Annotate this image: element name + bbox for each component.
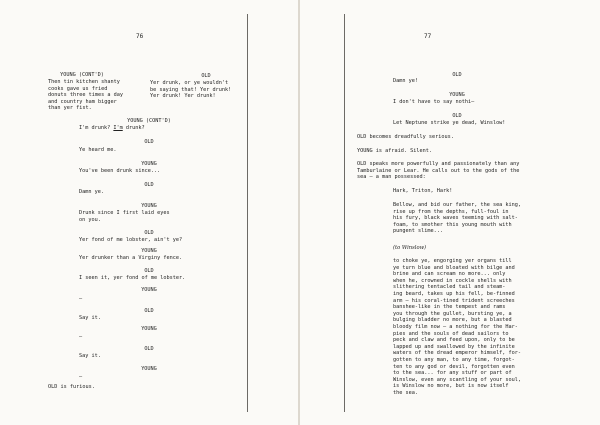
- dialogue: I'm drunk? I'm drunk?: [79, 125, 145, 131]
- dialogue: Say it.: [79, 315, 101, 321]
- dialogue: Yer drunker than a Virginy fence.: [79, 255, 183, 261]
- character-cue: OLD: [144, 230, 154, 236]
- action-line: OLD becomes dreadfully serious.: [357, 134, 454, 140]
- left-page: [0, 0, 299, 425]
- dialogue: –: [79, 296, 83, 302]
- character-cue: OLD: [144, 268, 154, 274]
- page-number: 77: [424, 33, 432, 40]
- emphasis: I'm: [113, 125, 123, 131]
- dialogue: Ye heard me.: [79, 147, 117, 153]
- character-cue: OLD: [201, 73, 211, 79]
- character-cue: YOUNG (CONT'D): [127, 118, 171, 124]
- action-line: OLD speaks more powerfully and passionately than any Tamburlaine or Lear. He calls out to the gods of the sea – a man possessed:: [357, 161, 520, 181]
- dialogue: Damn ye.: [79, 189, 104, 195]
- dialogue: Let Neptune strike ye dead, Winslow!: [393, 120, 506, 126]
- dialogue: You've been drunk since...: [79, 168, 161, 174]
- speech: Bellow, and bid our father, the sea king, rise up from the depths, full-foul in his fury, black waves teeming with salt- foam, to smother this young mouth with pungent slime...: [393, 202, 522, 235]
- speech: to choke ye, engorging yer organs till ye turn blue and bloated with bilge and brine and can scream no more... only when he, crowned in cockle shells with slithering tentacled tail and steam- ing beard, takes up his fell, be-finned arm – his coral-tined trident screeches banshee-like in the tempest and rams you through the gullet, bursting ye, a bulging bladder no more, but a blasted bloody film now – a nothing for the Har- pies and the souls of dead sailors to peck and claw and feed upon, only to be lapped up and swallowed by the infinite waters of the dread emperor himself, for- gotten to any man, to any time, forgot- ten to any god or devil, forgotten even to the sea... for any stuff or part of Winslow, even any scantling of your soul, is Winslow no more, but is now itself the sea.: [393, 258, 522, 396]
- character-cue: YOUNG: [449, 92, 465, 98]
- character-cue: OLD: [452, 113, 462, 119]
- character-cue: YOUNG: [141, 326, 157, 332]
- action-line: OLD is furious.: [48, 384, 95, 390]
- margin-rule: [344, 14, 345, 412]
- character-cue: OLD: [144, 139, 154, 145]
- dialogue: I don't have to say nothi–: [393, 99, 475, 105]
- character-cue: YOUNG: [141, 161, 157, 167]
- dialogue: Say it.: [79, 353, 101, 359]
- speech: Hark, Triton, Hark!: [393, 188, 453, 194]
- character-cue: YOUNG (CONT'D): [60, 72, 104, 78]
- character-cue: YOUNG: [141, 366, 157, 372]
- action-line: YOUNG is afraid. Silent.: [357, 148, 432, 154]
- page-number: 76: [136, 33, 144, 40]
- character-cue: OLD: [144, 308, 154, 314]
- dialogue: –: [79, 374, 83, 380]
- character-cue: YOUNG: [141, 203, 157, 209]
- right-page: [300, 0, 600, 425]
- character-cue: YOUNG: [141, 287, 157, 293]
- character-cue: OLD: [452, 72, 462, 78]
- dialogue: Drunk since I first laid eyes on you.: [79, 210, 170, 223]
- dialogue: I seen it, yer fond of me lobster.: [79, 275, 186, 281]
- dialogue: Yer fond of me lobster, ain't ye?: [79, 237, 183, 243]
- margin-rule: [247, 14, 248, 412]
- parenthetical: (to Winslow): [393, 245, 427, 251]
- character-cue: OLD: [144, 182, 154, 188]
- dialogue: Damn ye!: [393, 78, 418, 84]
- dialogue: Yer drunk, or ye wouldn't be saying that! Yer drunk! Yer drunk! Yer drunk!: [150, 80, 232, 100]
- character-cue: OLD: [144, 346, 154, 352]
- character-cue: YOUNG: [141, 248, 157, 254]
- dialogue: Then tin kitchen shanty cooks gave us fried donuts three times a day and country ham bigger than yer fist.: [48, 79, 123, 112]
- dialogue: –: [79, 334, 83, 340]
